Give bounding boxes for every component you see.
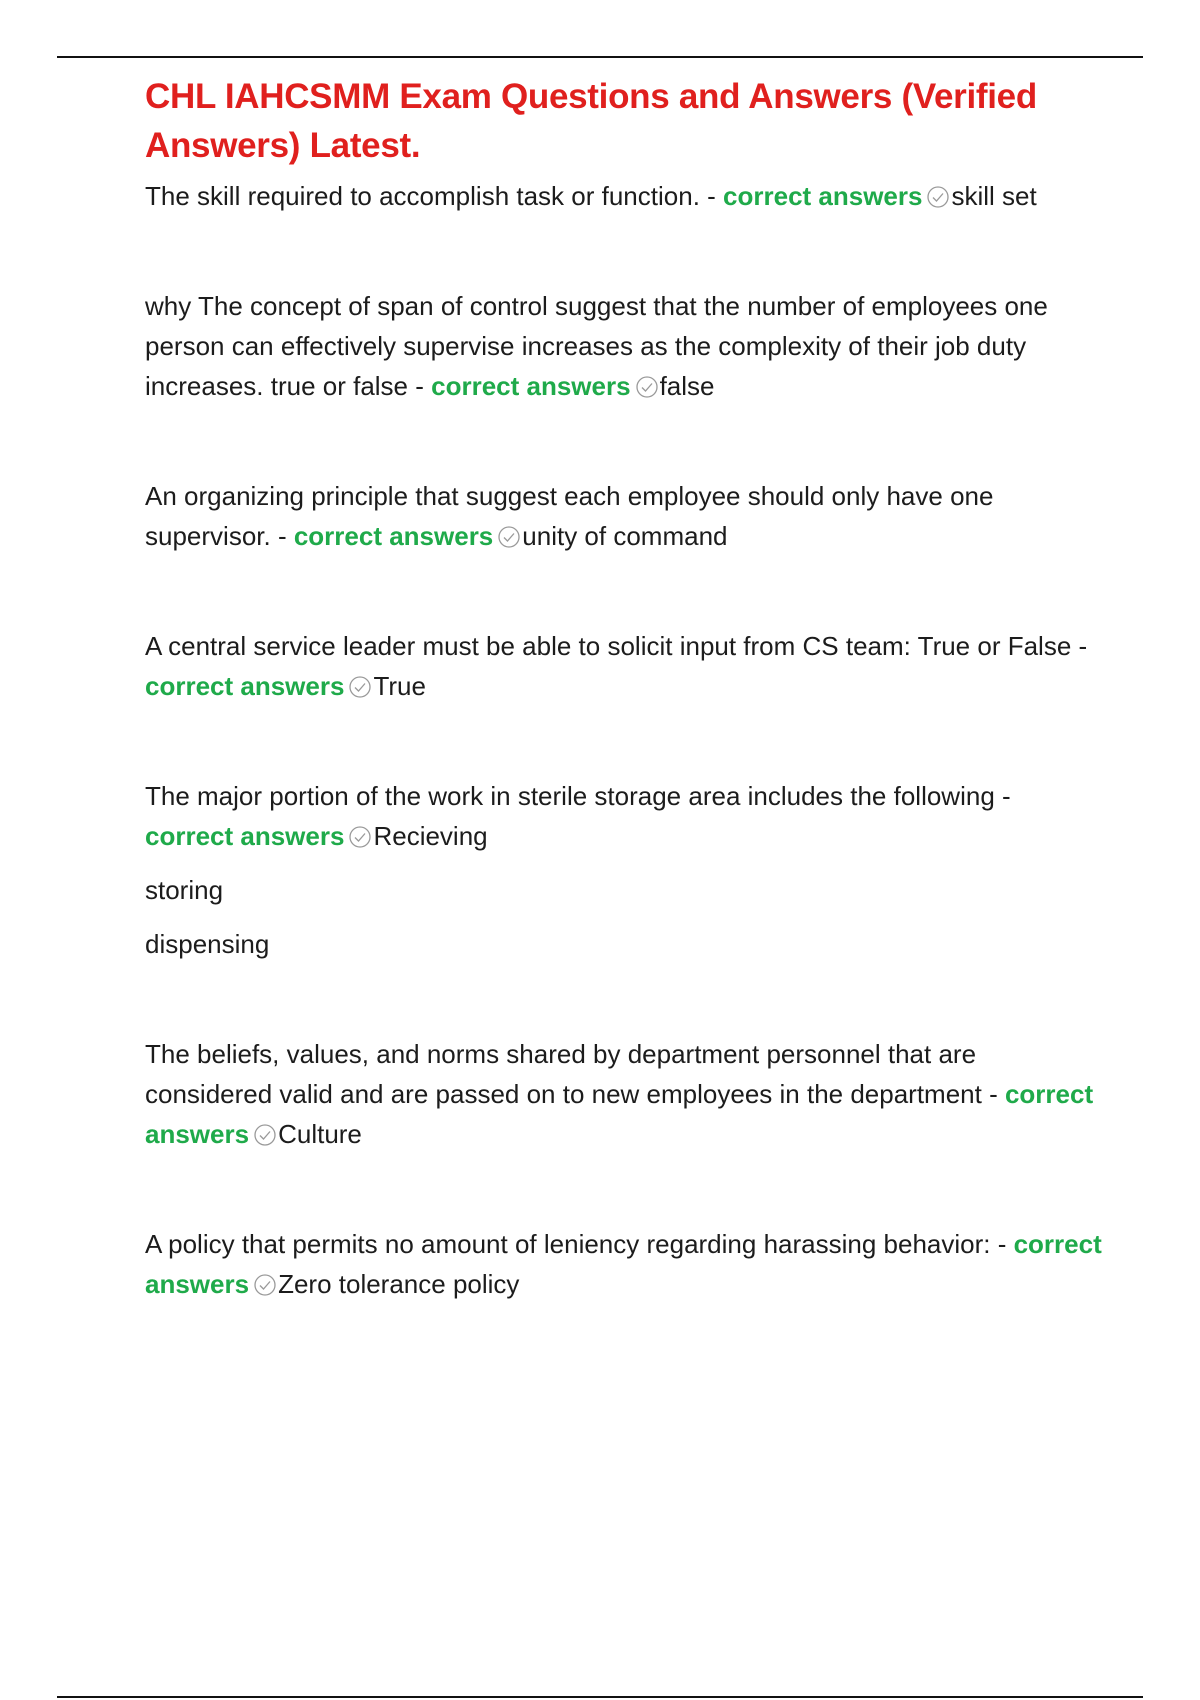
qa-item bbox=[145, 176, 1105, 216]
qa-item bbox=[145, 476, 1105, 556]
top-rule bbox=[57, 56, 1143, 58]
answer-text: unity of command bbox=[522, 521, 728, 551]
answer-text: Recieving bbox=[373, 821, 488, 851]
answer-label: correct answers bbox=[145, 1079, 1094, 1149]
check-circle-icon bbox=[253, 1273, 277, 1297]
question-text: A policy that permits no amount of leniency regarding harassing behavior: - bbox=[145, 1229, 1014, 1259]
qa-item bbox=[145, 1224, 1105, 1304]
question-text: The major portion of the work in sterile storage area includes the following - bbox=[145, 781, 1011, 811]
qa-item bbox=[145, 1034, 1105, 1154]
bottom-rule bbox=[57, 1696, 1143, 1698]
check-circle-icon bbox=[348, 675, 372, 699]
answer-text: True bbox=[373, 671, 426, 701]
question-text: The skill required to accomplish task or function. - bbox=[145, 181, 724, 211]
check-circle-icon bbox=[635, 375, 659, 399]
question-text: why The concept of span of control suggest that the number of employees one person can effectively supervise increases as the complexity of their job duty increases. true or false - bbox=[145, 291, 1048, 401]
answer-label: correct answers bbox=[293, 521, 494, 551]
document-body bbox=[145, 72, 1105, 1304]
answer-label: correct answers bbox=[723, 181, 923, 211]
answer-extra-line: dispensing bbox=[145, 929, 270, 959]
question-text: An organizing principle that suggest each employee should only have one supervisor. - bbox=[145, 481, 994, 551]
check-circle-icon bbox=[348, 825, 372, 849]
answer-text: false bbox=[659, 371, 715, 401]
qa-item bbox=[145, 626, 1105, 706]
document-title: CHL IAHCSMM Exam Questions and Answers (Verified Answers) Latest. bbox=[145, 77, 1037, 165]
check-circle-icon bbox=[253, 1123, 277, 1147]
answer-text: Culture bbox=[278, 1119, 362, 1149]
check-circle-icon bbox=[926, 185, 950, 209]
check-circle-icon bbox=[497, 525, 521, 549]
answer-label: correct answers bbox=[145, 1229, 1102, 1299]
answer-label: correct answers bbox=[145, 821, 345, 851]
qa-item bbox=[145, 776, 1105, 964]
answer-text: Zero tolerance policy bbox=[278, 1269, 520, 1299]
answer-label: correct answers bbox=[431, 371, 631, 401]
answer-text: skill set bbox=[951, 181, 1037, 211]
answer-extra-line: storing bbox=[145, 875, 224, 905]
answer-label: correct answers bbox=[145, 671, 345, 701]
question-text: A central service leader must be able to solicit input from CS team: True or False - bbox=[145, 631, 1088, 661]
qa-item bbox=[145, 286, 1105, 406]
question-text: The beliefs, values, and norms shared by department personnel that are considered valid and are passed on to new employees in the department - bbox=[145, 1039, 1005, 1109]
